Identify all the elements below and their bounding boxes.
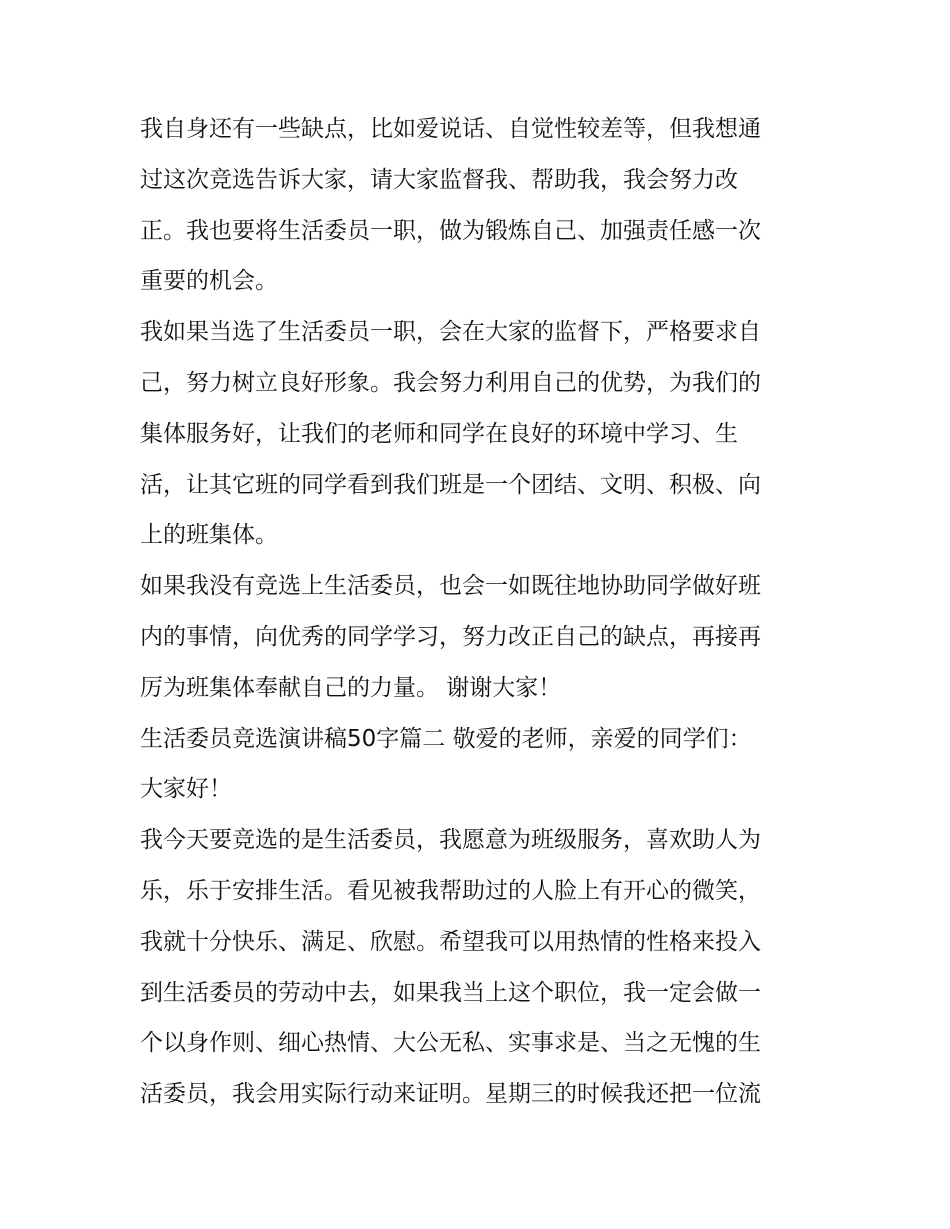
text-line: 大家好！ — [140, 776, 232, 803]
text-line: 我就十分快乐、满足、欣慰。希望我可以用热情的性格来投入 — [140, 928, 761, 955]
text-line: 重要的机会。 — [140, 268, 278, 295]
text-line: 厉为班集体奉献自己的力量。 谢谢大家！ — [140, 674, 562, 701]
text-line: 我自身还有一些缺点，比如爱说话、自觉性较差等，但我想通 — [140, 116, 761, 142]
text-line: 我今天要竞选的是生活委员，我愿意为班级服务，喜欢助人为 — [140, 827, 761, 854]
text-line: 个以身作则、细心热情、大公无私、实事求是、当之无愧的生 — [140, 1030, 761, 1057]
text-line: 活委员，我会用实际行动来证明。星期三的时候我还把一位流 — [140, 1081, 761, 1108]
text-line: 内的事情，向优秀的同学学习，努力改正自己的缺点，再接再 — [140, 623, 761, 650]
text-line: 我如果当选了生活委员一职，会在大家的监督下，严格要求自 — [140, 319, 761, 346]
text-line: 活，让其它班的同学看到我们班是一个团结、文明、积极、向 — [140, 471, 761, 498]
document-body — [140, 104, 820, 1120]
text-line: 如果我没有竞选上生活委员，也会一如既往地协助同学做好班 — [140, 573, 761, 600]
text-line: 集体服务好，让我们的老师和同学在良好的环境中学习、生 — [140, 420, 738, 447]
section-heading-line: 生活委员竞选演讲稿50字篇二 敬爱的老师，亲爱的同学们： — [140, 725, 752, 752]
text-line: 到生活委员的劳动中去，如果我当上这个职位，我一定会做一 — [140, 979, 761, 1006]
text-line: 上的班集体。 — [140, 522, 278, 549]
text-line: 正。我也要将生活委员一职，做为锻炼自己、加强责任感一次 — [140, 217, 761, 244]
text-line: 过这次竞选告诉大家，请大家监督我、帮助我，我会努力改 — [140, 166, 738, 193]
text-line: 己，努力树立良好形象。我会努力利用自己的优势，为我们的 — [140, 369, 761, 396]
text-line: 乐，乐于安排生活。看见被我帮助过的人脸上有开心的微笑， — [140, 877, 761, 904]
